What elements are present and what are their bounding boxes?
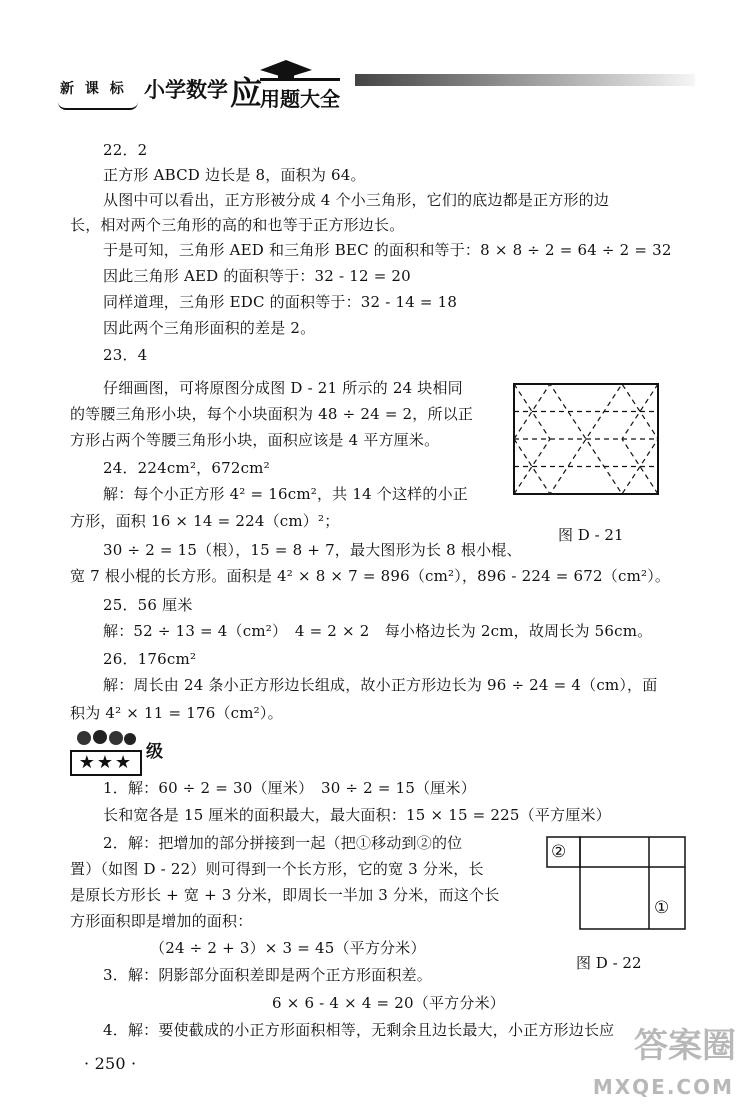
- figure-d22: [545, 835, 690, 935]
- text-line: 解：52 ÷ 13 = 4（cm²） 4 = 2 × 2 每小格边长为 2cm，故周长为 56cm。: [103, 622, 653, 640]
- answer-23-title: 23．4: [103, 346, 148, 364]
- text-line: 因此两个三角形面积的差是 2。: [103, 319, 316, 337]
- watermark-logo-text: 答案圈: [634, 1026, 736, 1066]
- figure-d22-label-2: ②: [551, 842, 567, 862]
- text-line: 6 × 6 - 4 × 4 = 20（平方分米）: [272, 994, 505, 1012]
- difficulty-stars: ★★★: [70, 750, 142, 776]
- figure-d22-label-1: ①: [654, 898, 670, 918]
- series-big-char: 应: [230, 74, 263, 112]
- text-line: 宽 7 根小棍的长方形。面积是 4² × 8 × 7 = 896（cm²），896 - 224 = 672（cm²）。: [70, 567, 671, 585]
- series-right-text: 用题大全: [260, 78, 340, 112]
- text-line: 3．解：阴影部分面积差即是两个正方形面积差。: [103, 966, 432, 984]
- answer-24-title: 24．224cm²，672cm²: [103, 459, 270, 477]
- text-line: 的等腰三角形小块，每个小块面积为 48 ÷ 24 = 2，所以正: [70, 405, 474, 423]
- header-gradient-bar: [355, 74, 695, 86]
- text-line: 2．解：把增加的部分拼接到一起（把①移动到②的位: [103, 834, 463, 852]
- series-left-text: 新 课 标: [60, 81, 127, 97]
- figure-d21-caption: 图 D - 21: [558, 526, 624, 544]
- text-line: 长，相对两个三角形的高的和也等于正方形边长。: [70, 216, 405, 234]
- text-line: 置）（如图 D - 22）则可得到一个长方形，它的宽 3 分米，长: [70, 860, 484, 878]
- answer-22-title: 22．2: [103, 141, 148, 159]
- graduation-cap-icon: [256, 58, 316, 84]
- text-line: 从图中可以看出，正方形被分成 4 个小三角形，它们的底边都是正方形的边: [103, 191, 610, 209]
- text-line: 长和宽各是 15 厘米的面积最大，最大面积：15 × 15 = 225（平方厘米）: [103, 806, 611, 824]
- logo-swoosh: [58, 102, 138, 110]
- answer-25-title: 25．56 厘米: [103, 596, 193, 614]
- level-label: 级: [146, 742, 164, 762]
- answer-26-title: 26．176cm²: [103, 650, 197, 668]
- text-line: 是原长方形长 + 宽 + 3 分米，即周长一半加 3 分米，而这个长: [70, 886, 500, 904]
- text-line: 4．解：要使截成的小正方形面积相等，无剩余且边长最大，小正方形边长应: [103, 1021, 615, 1039]
- text-line: 因此三角形 AED 的面积等于：32 - 12 = 20: [103, 267, 411, 285]
- text-line: 解：每个小正方形 4² = 16cm²，共 14 个这样的小正: [103, 485, 468, 503]
- text-line: 方形，面积 16 × 14 = 224（cm）²；: [70, 512, 340, 530]
- book-series-logo: [58, 72, 358, 120]
- series-mid-text: 小学数学: [144, 78, 228, 102]
- text-line: 于是可知，三角形 AED 和三角形 BEC 的面积和等于：8 × 8 ÷ 2 = 64 ÷ 2 = 32: [103, 241, 672, 259]
- text-line: 方形占两个等腰三角形小块，面积应该是 4 平方厘米。: [70, 431, 440, 449]
- text-line: 1．解：60 ÷ 2 = 30（厘米） 30 ÷ 2 = 15（厘米）: [103, 779, 476, 797]
- text-line: 正方形 ABCD 边长是 8，面积为 64。: [103, 166, 366, 184]
- text-line: （24 ÷ 2 + 3）× 3 = 45（平方分米）: [150, 939, 426, 957]
- text-line: 方形面积即是增加的面积：: [70, 912, 253, 930]
- text-line: 仔细画图，可将原图分成图 D - 21 所示的 24 块相同: [103, 379, 463, 397]
- page-number: · 250 ·: [84, 1054, 137, 1073]
- text-line: 积为 4² × 11 = 176（cm²）。: [70, 704, 283, 722]
- watermark-domain: MXQE.COM: [592, 1075, 734, 1099]
- figure-d21: [512, 382, 662, 502]
- text-line: 同样道理，三角形 EDC 的面积等于：32 - 14 = 18: [103, 293, 458, 311]
- text-line: 解：周长由 24 条小正方形边长组成，故小正方形边长为 96 ÷ 24 = 4（cm），面: [103, 676, 658, 694]
- text-line: 30 ÷ 2 = 15（根），15 = 8 + 7，最大图形为长 8 根小棍、: [103, 541, 522, 559]
- children-icon: [72, 728, 138, 750]
- figure-d22-caption: 图 D - 22: [576, 954, 642, 972]
